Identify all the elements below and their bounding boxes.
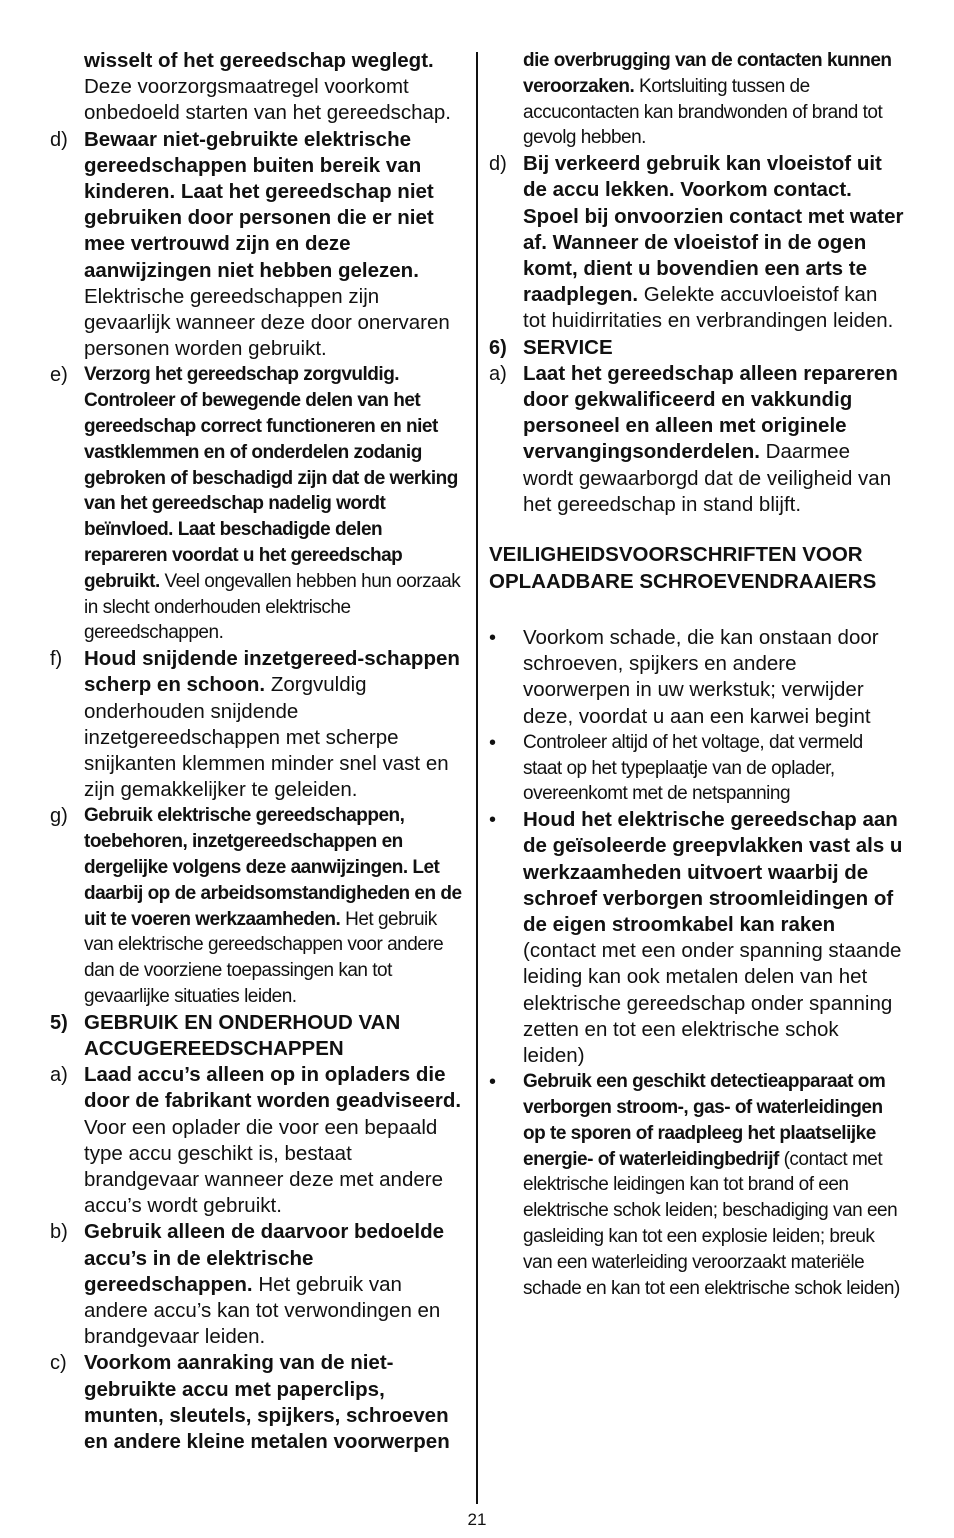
bold-text: Gebruik een geschikt detectieapparaat om verborgen stroom-, gas- of waterleidingen op te sporen of raadpleeg het plaatselijke energie- of waterleidingbedrijf <box>523 1071 886 1170</box>
section-5-heading <box>50 1010 466 1062</box>
bold-text: Gebruik elektrische gereedschappen, toebehoren, inzetgereedschappen en dergelijke volgens deze aanwijzingen. Let daarbij op de arbeidsomstandigheden en de uit te voeren werkzaamheden. <box>84 805 462 930</box>
item-e-left <box>50 362 466 646</box>
item-b-left <box>50 1219 466 1350</box>
bullet-item-1 <box>489 625 904 730</box>
normal-text: Gelekte accuvloeistof kan tot huidirritaties en verbrandingen leiden. <box>523 283 894 333</box>
section-6-heading <box>489 335 904 361</box>
item-marker: b) <box>50 1221 68 1244</box>
normal-text: (contact met elektrische leidingen kan tot brand of een elektrische schok leiden; beschadiging van een gasleiding kan tot een explosie leiden; breuk van een waterleiding veroorzaakt materiële schade en kan tot een elektrische schok leiden) <box>523 1148 900 1299</box>
item-c-left <box>50 1350 466 1455</box>
right-column <box>489 48 904 1301</box>
bullet-icon: • <box>489 809 497 832</box>
bullet-icon: • <box>489 1071 497 1094</box>
section-marker: 6) <box>489 336 507 359</box>
normal-text: Veel ongevallen hebben hun oorzaak in slecht onderhouden elektrische gereedschappen. <box>84 570 461 644</box>
item-marker: c) <box>50 1352 67 1375</box>
normal-text: Deze voorzorgsmaatregel voorkomt onbedoeld starten van het gereedschap. <box>84 75 451 125</box>
item-marker: e) <box>50 364 68 387</box>
bold-text: Bij verkeerd gebruik kan vloeistof uit de accu lekken. Voorkom contact. Spoel bij onvoorzien contact met water af. Wanneer de vloeistof in de ogen komt, dient u bovendien een arts te raadplegen. <box>523 152 904 307</box>
item-marker: a) <box>489 362 507 385</box>
bullet-item-2 <box>489 730 904 807</box>
bullet-icon: • <box>489 627 497 650</box>
normal-text: Voorkom schade, die kan onstaan door schroeven, spijkers en andere voorwerpen in uw werkstuk; verwijder deze, voordat u aan een karwei begint <box>523 626 879 728</box>
page-number: 21 <box>467 1510 487 1529</box>
bullet-item-4 <box>489 1069 904 1301</box>
item-marker: g) <box>50 805 68 828</box>
normal-text: (contact met een onder spanning staande leiding kan ook metalen delen van het elektrische gereedschap onder spanning zetten en tot een elektrische schok leiden) <box>523 939 902 1068</box>
bold-text: Verzorg het gereedschap zorgvuldig. Controleer of bewegende delen van het gereedschap correct functioneren en niet vastklemmen en of onderdelen zodanig gebroken of beschadigd zijn dat de werking van het gereedschap nadelig wordt beïnvloed. Laat beschadigde delen repareren voordat u het gereedschap gebruikt. <box>84 364 458 592</box>
item-marker: a) <box>50 1064 68 1087</box>
bullet-icon: • <box>489 731 497 754</box>
item-a-left <box>50 1062 466 1219</box>
section-title: GEBRUIK EN ONDERHOUD VAN ACCUGEREEDSCHAPPEN <box>84 1010 401 1060</box>
item-d-right <box>489 151 904 334</box>
item-marker: d) <box>50 128 68 151</box>
bullet-item-3 <box>489 807 904 1069</box>
section-marker: 5) <box>50 1011 68 1034</box>
normal-text: Elektrische gereedschappen zijn gevaarlijk wanneer deze door onervaren personen worden gebruikt. <box>84 284 450 361</box>
left-column <box>50 48 466 1455</box>
column-divider <box>476 52 478 1504</box>
normal-text: Het gebruik van andere accu’s kan tot verwondingen en brandgevaar leiden. <box>84 1272 441 1349</box>
normal-text: Voor een oplader die voor een bepaald type accu geschikt is, bestaat brandgevaar wanneer deze met andere accu’s wordt gebruikt. <box>84 1115 443 1218</box>
normal-text: Controleer altijd of het voltage, dat vermeld staat op het typeplaatje van de oplader, overeenkomt met de netspanning <box>523 731 863 805</box>
bold-text: die overbrugging van de contacten kunnen veroorzaken. <box>523 50 892 97</box>
item-f-left <box>50 646 466 803</box>
bold-text: Gebruik alleen de daarvoor bedoelde accu’s in de elektrische gereedschappen. <box>84 1220 445 1296</box>
normal-text: Het gebruik van elektrische gereedschappen voor andere dan de voorziene toepassingen kan tot gevaarlijke situaties leiden. <box>84 908 444 1007</box>
bold-text: Voorkom aanraking van de niet-gebruikte accu met paperclips, munten, sleutels, spijkers, schroeven en andere kleine metalen voorwerpen <box>84 1351 450 1454</box>
item-continued-left <box>50 48 466 127</box>
safety-heading: VEILIGHEIDSVOORSCHRIFTEN VOOR OPLAADBARE SCHROEVENDRAAIERS <box>489 543 877 593</box>
item-d-left <box>50 127 466 363</box>
section-title: SERVICE <box>523 335 613 359</box>
bold-text: Laat het gereedschap alleen repareren door gekwalificeerd en vakkundig personeel en alleen met originele vervangingsonderdelen. <box>523 361 898 464</box>
bold-text: wisselt of het gereedschap weglegt. <box>84 49 434 72</box>
item-continued-right <box>489 48 904 151</box>
item-a-right <box>489 361 904 518</box>
normal-text: Zorgvuldig onderhouden snijdende inzetgereedschappen met scherpe snijkanten klemmen minder snel vast en zijn gemakkelijker te geleiden. <box>84 673 449 802</box>
normal-text: Kortsluiting tussen de accucontacten kan brandwonden of brand tot gevolg hebben. <box>523 75 883 149</box>
bold-text: Bewaar niet-gebruikte elektrische gereedschappen buiten bereik van kinderen. Laat het gereedschap niet gebruiken door personen die er niet mee vertrouwd zijn en deze aanwijzingen niet hebben gelezen. <box>84 127 434 282</box>
normal-text: Daarmee wordt gewaarborgd dat de veiligheid van het gereedschap in stand blijft. <box>523 440 892 516</box>
item-g-left <box>50 803 466 1009</box>
bold-text: Laad accu’s alleen op in opladers die door de fabrikant worden geadviseerd. <box>84 1063 462 1113</box>
item-marker: f) <box>50 648 63 671</box>
bold-text: Houd het elektrische gereedschap aan de geïsoleerde greepvlakken vast als u werkzaamheden uitvoert waarbij de schroef verborgen stroomleidingen of de eigen stroomkabel kan raken <box>523 808 903 937</box>
item-marker: d) <box>489 153 507 176</box>
bold-text: Houd snijdende inzetgereed-schappen scherp en schoon. <box>84 647 460 697</box>
